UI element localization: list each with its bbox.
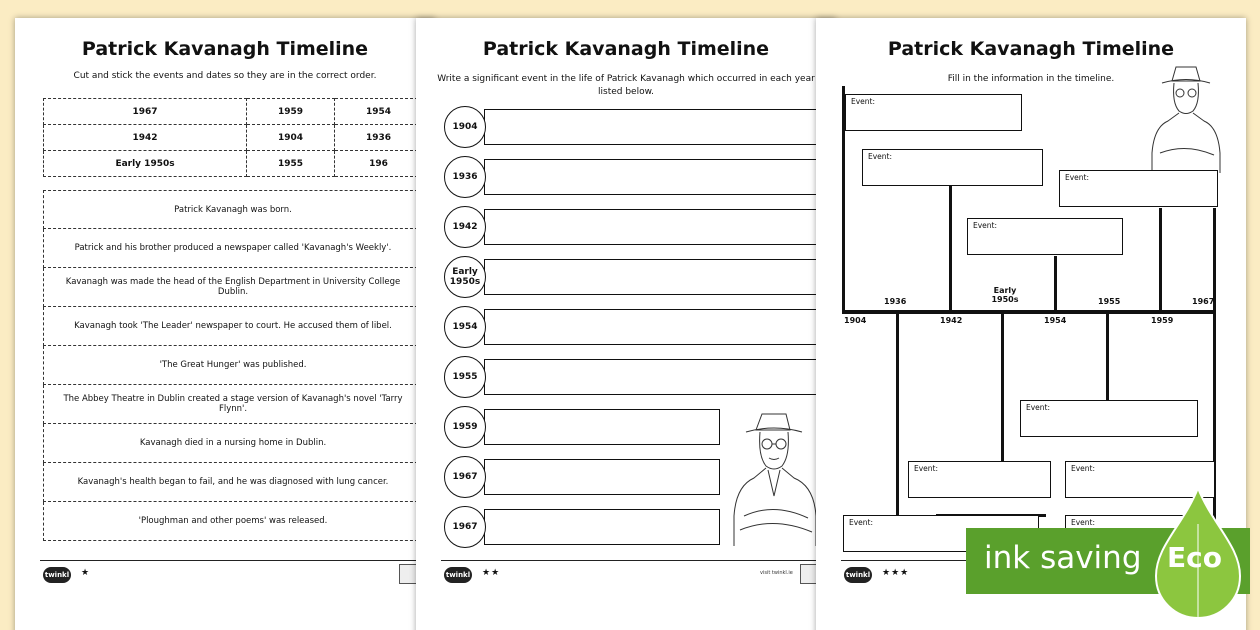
sheet3-instructions: Fill in the information in the timeline. xyxy=(947,74,1115,84)
event-card: Patrick and his brother produced a newspaper called 'Kavanagh's Weekly'. xyxy=(43,229,423,268)
portrait-illustration xyxy=(1146,63,1226,173)
sheet2-instructions: Write a significant event in the life of Patrick Kavanagh which occurred in each year listed below. xyxy=(437,74,815,97)
worksheet-2 xyxy=(416,18,836,630)
connector-line xyxy=(949,186,952,312)
quality-seal-icon xyxy=(399,564,417,584)
event-label: Event: xyxy=(849,518,874,527)
event-card: 'Ploughman and other poems' was released. xyxy=(43,502,423,541)
year-circle: 1967 xyxy=(444,506,486,548)
eco-label: Eco xyxy=(1167,541,1222,574)
answer-box[interactable] xyxy=(484,259,836,295)
event-label: Event: xyxy=(851,97,876,106)
event-box[interactable] xyxy=(1020,400,1198,437)
event-label: Event: xyxy=(868,152,893,161)
year-label: Early 1950s xyxy=(991,286,1019,304)
event-card: Kavanagh died in a nursing home in Dublin. xyxy=(43,424,423,463)
event-box[interactable] xyxy=(967,218,1123,255)
answer-box[interactable] xyxy=(484,509,720,545)
year-circle: 1959 xyxy=(444,406,486,448)
twinkl-logo: twinkl xyxy=(43,567,71,583)
event-card: The Abbey Theatre in Dublin created a stage version of Kavanagh's novel 'Tarry Flynn'. xyxy=(43,385,423,424)
answer-box[interactable] xyxy=(484,159,836,195)
date-card: 1959 xyxy=(247,99,335,125)
year-label: 1904 xyxy=(844,316,867,325)
answer-box[interactable] xyxy=(484,209,836,245)
twinkl-logo: twinkl xyxy=(844,567,872,583)
footer-divider xyxy=(40,560,420,561)
event-label: Event: xyxy=(973,221,998,230)
date-card: 1967 xyxy=(44,99,247,125)
answer-box[interactable] xyxy=(484,359,836,395)
connector-line xyxy=(1159,208,1162,312)
event-card: Kavanagh was made the head of the English Department in University College Dublin. xyxy=(43,268,423,307)
visit-url: visit twinkl.ie xyxy=(760,570,793,576)
event-label: Event: xyxy=(1071,518,1096,527)
event-box[interactable] xyxy=(1059,170,1218,207)
event-label: Event: xyxy=(1071,464,1096,473)
year-label: 1955 xyxy=(1098,297,1121,306)
ink-saving-badge xyxy=(966,528,1250,594)
date-card: 1942 xyxy=(44,125,247,151)
date-card: Early 1950s xyxy=(44,151,247,177)
event-card: Kavanagh's health began to fail, and he was diagnosed with lung cancer. xyxy=(43,463,423,502)
answer-box[interactable] xyxy=(484,109,836,145)
sheet1-title: Patrick Kavanagh Timeline xyxy=(81,38,369,60)
event-card: Patrick Kavanagh was born. xyxy=(43,190,423,229)
year-label: 1959 xyxy=(1151,316,1174,325)
date-card: 196 xyxy=(335,151,423,177)
event-label: Event: xyxy=(914,464,939,473)
difficulty-stars: ★★★ xyxy=(882,568,910,578)
date-card: 1955 xyxy=(247,151,335,177)
answer-box[interactable] xyxy=(484,459,720,495)
event-cards-list xyxy=(43,190,423,541)
year-circle: 1967 xyxy=(444,456,486,498)
difficulty-stars: ★ xyxy=(81,568,91,578)
year-label: 1967 xyxy=(1192,297,1215,306)
date-card: 1936 xyxy=(335,125,423,151)
answer-box[interactable] xyxy=(484,409,720,445)
sheet2-title: Patrick Kavanagh Timeline xyxy=(482,38,770,60)
connector-line xyxy=(896,312,899,516)
portrait-illustration xyxy=(724,406,824,546)
event-box[interactable] xyxy=(845,94,1022,131)
event-box[interactable] xyxy=(908,461,1051,498)
connector-line xyxy=(1106,312,1109,406)
year-circle: 1904 xyxy=(444,106,486,148)
ink-saving-label: ink saving xyxy=(984,540,1142,576)
year-circle: 1954 xyxy=(444,306,486,348)
year-circle: 1936 xyxy=(444,156,486,198)
year-label: 1942 xyxy=(940,316,963,325)
year-label: 1936 xyxy=(884,297,907,306)
difficulty-stars: ★★ xyxy=(482,568,501,578)
event-card: Kavanagh took 'The Leader' newspaper to court. He accused them of libel. xyxy=(43,307,423,346)
year-circle: Early 1950s xyxy=(444,256,486,298)
connector-line xyxy=(1054,256,1057,312)
connector-line xyxy=(1001,312,1004,462)
worksheet-1 xyxy=(15,18,435,630)
year-circle: 1955 xyxy=(444,356,486,398)
year-label: 1954 xyxy=(1044,316,1067,325)
event-card: 'The Great Hunger' was published. xyxy=(43,346,423,385)
date-card: 1954 xyxy=(335,99,423,125)
sheet3-title: Patrick Kavanagh Timeline xyxy=(887,38,1175,60)
answer-box[interactable] xyxy=(484,309,836,345)
year-circle: 1942 xyxy=(444,206,486,248)
event-label: Event: xyxy=(1026,403,1051,412)
date-card: 1904 xyxy=(247,125,335,151)
sheet1-instructions: Cut and stick the events and dates so they are in the correct order. xyxy=(73,71,377,81)
event-box[interactable] xyxy=(862,149,1043,186)
twinkl-logo: twinkl xyxy=(444,567,472,583)
event-label: Event: xyxy=(1065,173,1090,182)
date-cards-grid xyxy=(43,98,423,177)
footer-divider xyxy=(441,560,821,561)
